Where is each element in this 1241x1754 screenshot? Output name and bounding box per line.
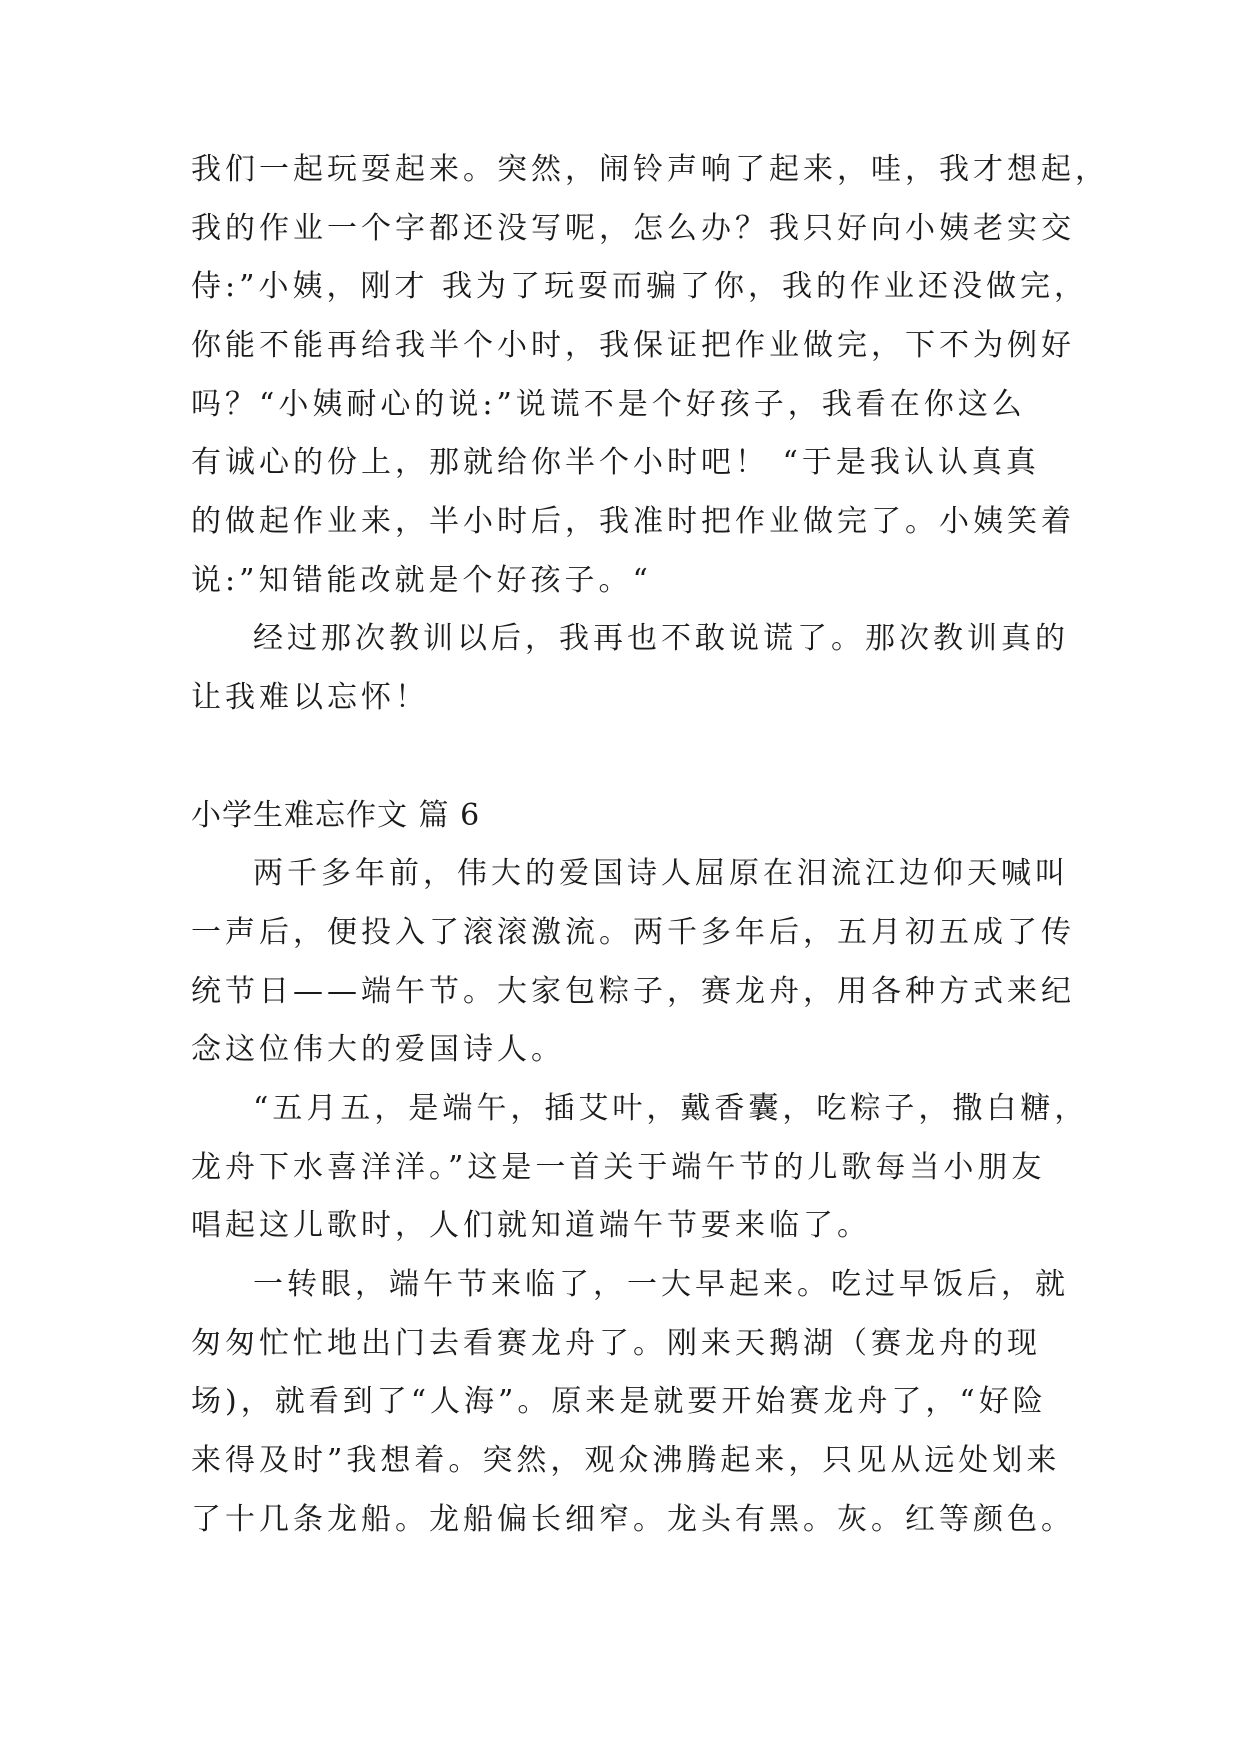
text-line: 念这位伟大的爱国诗人。 — [191, 1032, 565, 1067]
text-line: 让我难以忘怀！ — [191, 680, 429, 715]
text-line: 两千多年前，伟大的爱国诗人屈原在汨流江边仰天喊叫 — [253, 856, 1069, 891]
text-line: 龙舟下水喜洋洋。”这是一首关于端午节的儿歌每当小朋友 — [191, 1150, 1046, 1185]
text-line: 我们一起玩耍起来。突然，闹铃声响了起来，哇，我才想起， — [191, 152, 1109, 187]
text-line: 说:”知错能改就是个好孩子。“ — [191, 563, 652, 598]
text-line: 你能不能再给我半个小时，我保证把作业做完，下不为例好 — [191, 328, 1075, 363]
text-line: 一转眼，端午节来临了，一大早起来。吃过早饭后，就 — [253, 1267, 1069, 1302]
text-line: 场)，就看到了“人海”。原来是就要开始赛龙舟了，“好险 — [191, 1384, 1047, 1419]
text-line: 统节日——端午节。大家包粽子，赛龙舟，用各种方式来纪 — [191, 974, 1075, 1009]
text-line: 一声后，便投入了滚滚激流。两千多年后，五月初五成了传 — [191, 915, 1075, 950]
text-line: 了十几条龙船。龙船偏长细窄。龙头有黑。灰。红等颜色。 — [191, 1502, 1075, 1537]
text-line: 吗？“小姨耐心的说:”说谎不是个好孩子，我看在你这么 — [191, 387, 1026, 422]
text-line: 的做起作业来，半小时后，我准时把作业做完了。小姨笑着 — [191, 504, 1075, 539]
text-line: 唱起这儿歌时，人们就知道端午节要来临了。 — [191, 1208, 871, 1243]
text-line: 侍:”小姨，刚才 我为了玩耍而骗了你，我的作业还没做完， — [191, 269, 1088, 304]
text-line: 来得及时”我想着。突然，观众沸腾起来，只见从远处划来 — [191, 1443, 1061, 1478]
text-line: 有诚心的份上，那就给你半个小时吧！ “于是我认认真真 — [191, 445, 1040, 480]
text-line: 匆匆忙忙地出门去看赛龙舟了。刚来天鹅湖（赛龙舟的现 — [191, 1326, 1041, 1361]
text-line: “五月五，是端午，插艾叶，戴香囊，吃粽子，撒白糖， — [253, 1091, 1089, 1126]
text-line: 经过那次教训以后，我再也不敢说谎了。那次教训真的 — [253, 621, 1069, 656]
section-heading: 小学生难忘作文 篇 6 — [191, 798, 481, 833]
text-line: 我的作业一个字都还没写呢，怎么办？我只好向小姨老实交 — [191, 211, 1075, 246]
